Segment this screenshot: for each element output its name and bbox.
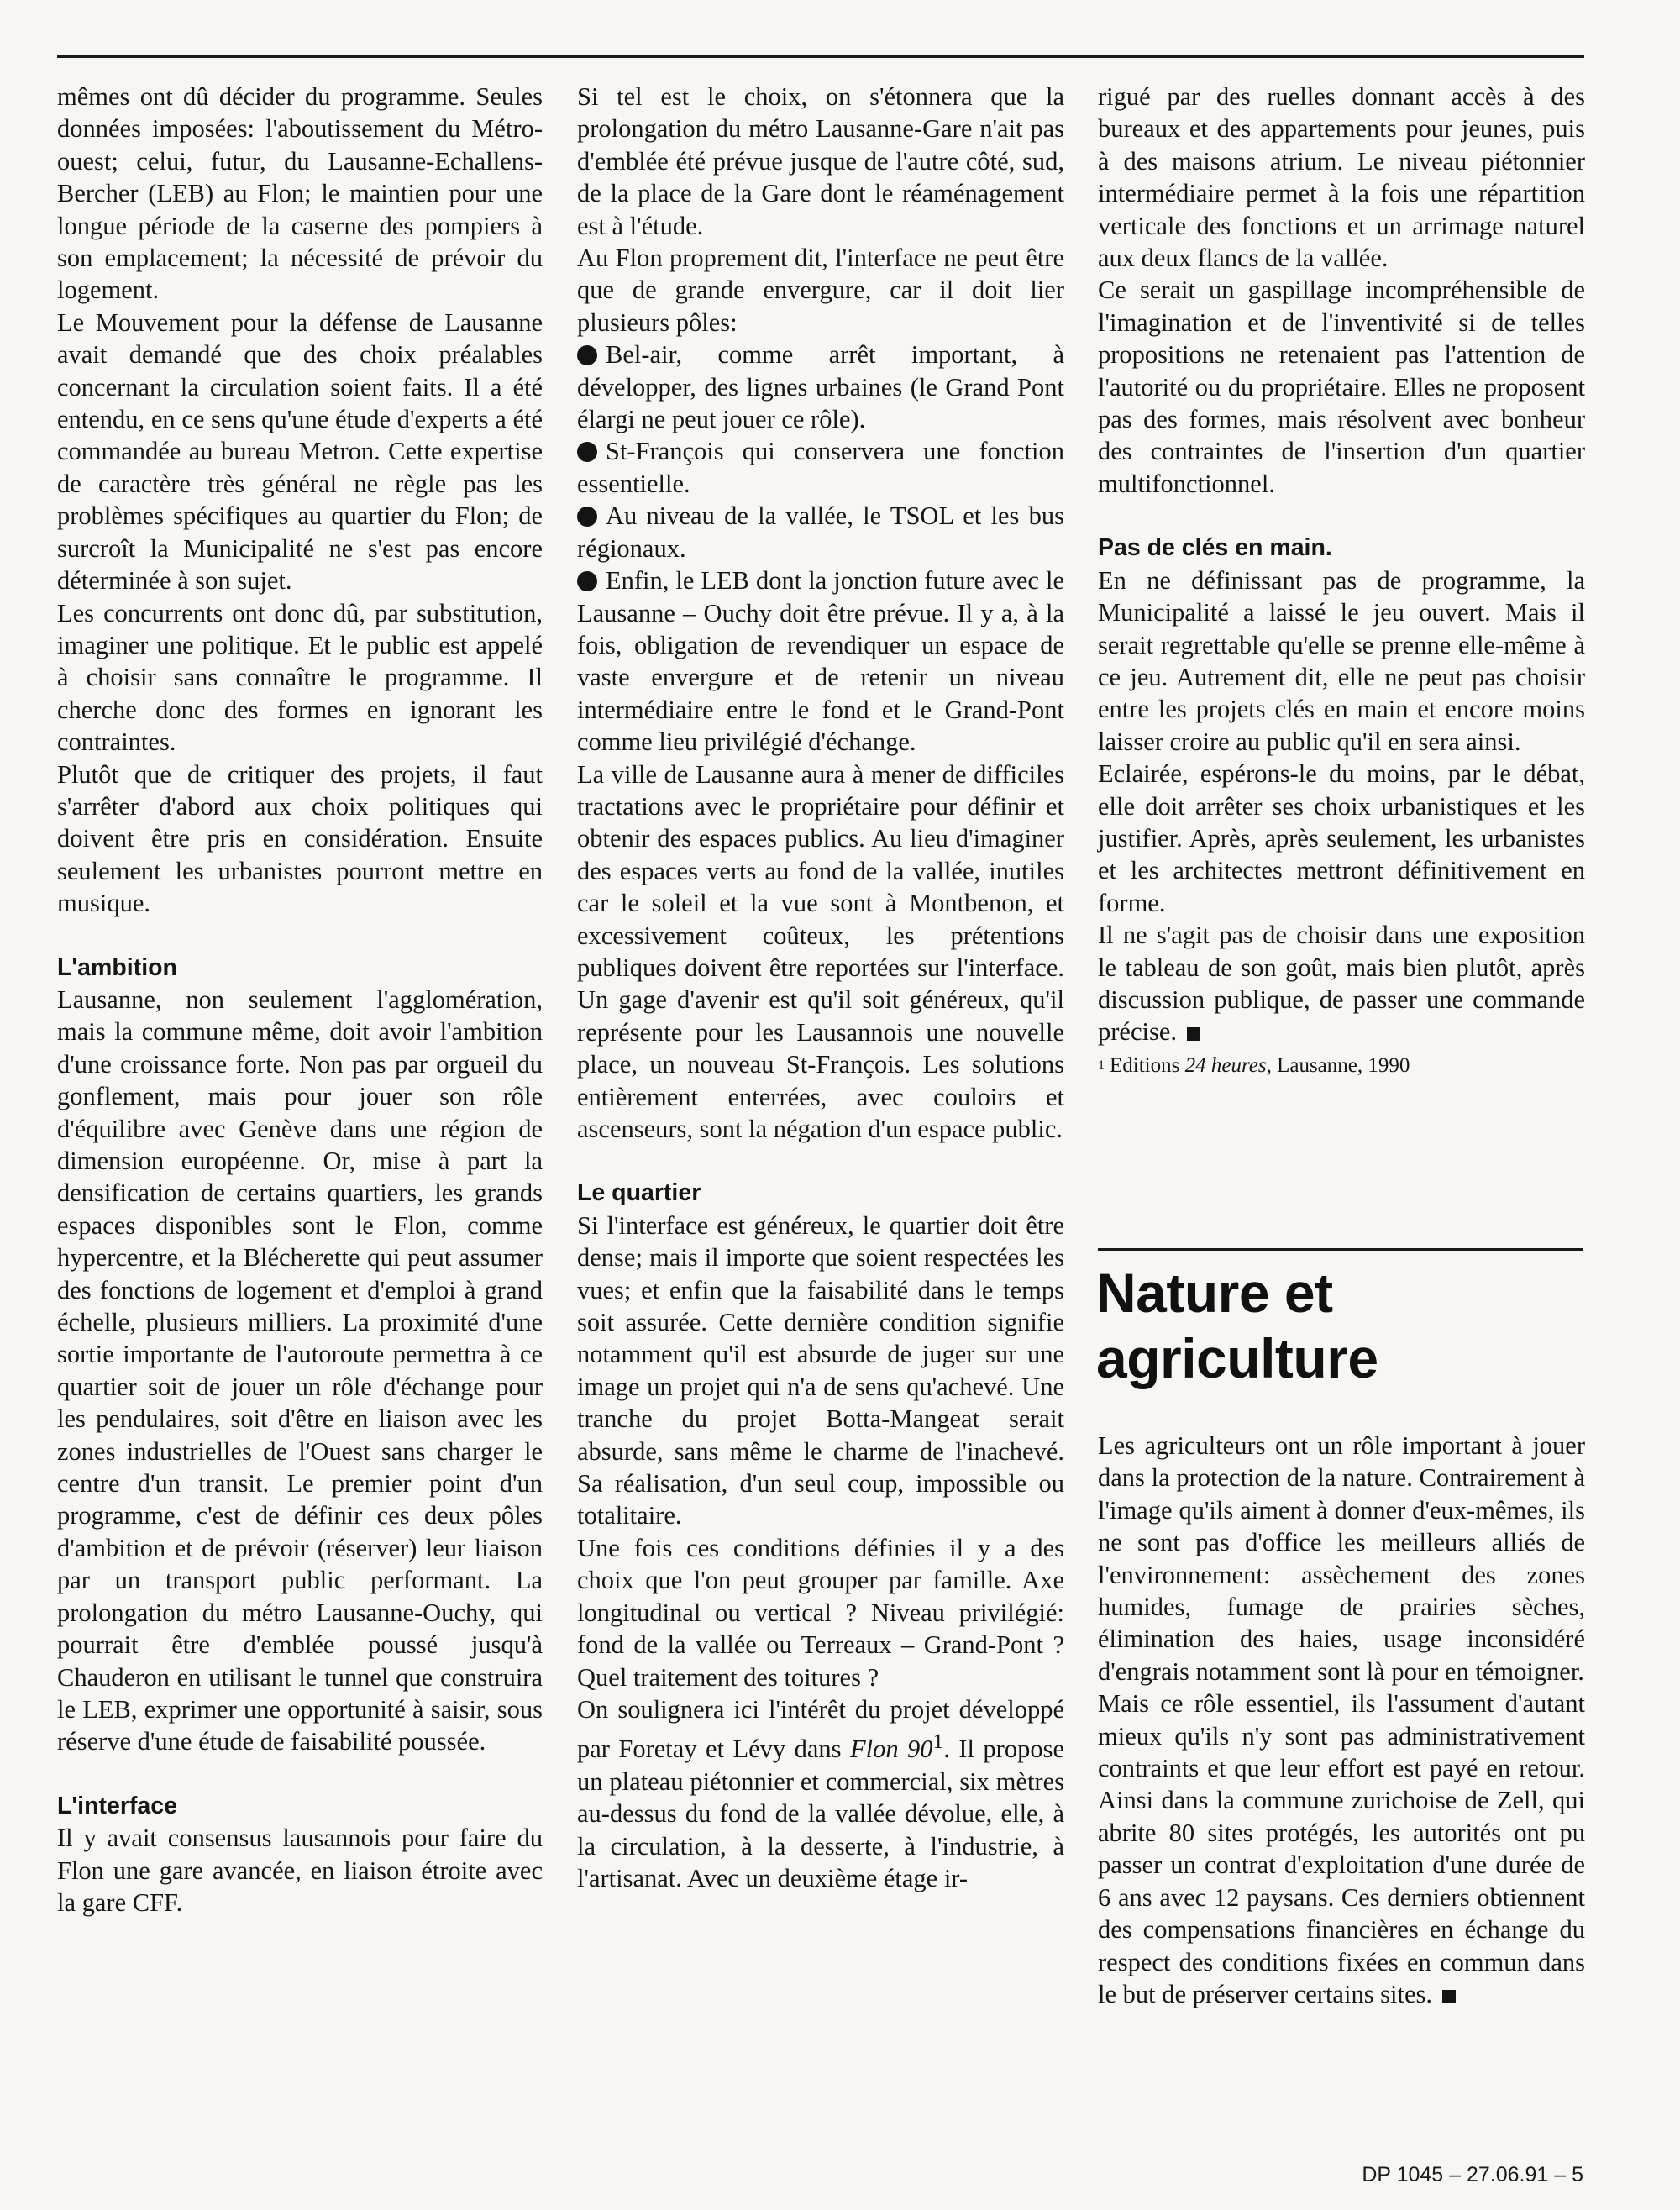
bullet-text: Bel-air, comme arrêt important, à développer, des lignes urbaines (le Grand Pont élargi ne peut jouer ce rôle). — [577, 340, 1064, 434]
bullet-text: Au niveau de la vallée, le TSOL et les bus régionaux. — [577, 501, 1064, 563]
paragraph — [1098, 1688, 1585, 2010]
bullet-icon — [577, 442, 597, 462]
subheading-ambition: L'ambition — [57, 953, 177, 981]
publisher-name: 24 heures — [1184, 1053, 1267, 1077]
article-title — [1096, 1260, 1588, 1391]
title-line: Nature et — [1096, 1262, 1333, 1324]
paragraph: Au Flon proprement dit, l'interface ne peut être que de grande envergure, car il doit lier plusieurs pôles: — [577, 244, 1064, 337]
text-run: Il ne s'agit pas de choisir dans une exposition le tableau de son goût, mais bien plutôt, après discussion publique, de passer une commande précise. — [1098, 921, 1585, 1047]
bullet-item — [577, 500, 1064, 564]
column-2 — [577, 81, 1064, 1895]
paragraph: Si l'interface est généreux, le quartier doit être dense; mais il importe que soient respectées les vues; et enfin que la faisabilité dans le temps soit assurée. Cette dernière condition signifie notamment qu'il est absurde de juger sur une image un projet qui n'a de sens qu'achevé. Une tranche du projet Botta-Mangeat serait absurde, sans même le charme de l'inachevé. Sa réalisation, d'un seul coup, impossible ou totalitaire. — [577, 1210, 1064, 1530]
page-footer: DP 1045 – 27.06.91 – 5 — [1362, 2163, 1583, 2186]
paragraph: mêmes ont dû décider du programme. Seules données imposées: l'aboutissement du Métro-ouest; celui, futur, du Lausanne-Echallens-Bercher (LEB) au Flon; le maintien pour une longue période de la caserne des pompiers à son emplacement; la nécessité de prévoir du logement. — [57, 82, 543, 305]
footnote — [1098, 1052, 1585, 1080]
footnote-number: 1 — [1098, 1058, 1105, 1073]
nature-article-body — [1098, 1430, 1585, 2010]
paragraph: En ne définissant pas de programme, la Municipalité a laissé le jeu ouvert. Mais il serait regrettable qu'elle se prenne elle-même à ce jeu. Autrement dit, elle ne peut pas choisir entre les projets clés en main et encore moins laisser croire au public qu'il en sera ainsi. — [1098, 565, 1585, 756]
end-mark-icon — [1187, 1027, 1200, 1041]
publication-title: Flon 90 — [849, 1735, 933, 1764]
paragraph: Une fois ces conditions définies il y a des choix que l'on peut grouper par famille. Axe longitudinal ou vertical ? Niveau privilégié: fond de la vallée ou Terreaux – Grand-Pont ? Quel traitement des toitures ? — [577, 1533, 1064, 1692]
text-run: . Il propose un plateau piétonnier et commercial, six mètres au-dessus du fond de la vallée dévolue, elle, à la circulation, à la desserte, à l'industrie, à l'artisanat. Avec un deuxième étage ir- — [577, 1735, 1064, 1893]
section-rule — [1098, 1248, 1583, 1251]
top-rule — [57, 55, 1584, 58]
paragraph: La ville de Lausanne aura à mener de difficiles tractations avec le propriétaire pour définir et obtenir des espaces publics. Au lieu d'imaginer des espaces verts au fond de la vallée, inutiles car le soleil et la vue sont à Montbenon, et excessivement coûteux, les prétentions publiques doivent être reportées sur l'interface. Un gage d'avenir est qu'il soit généreux, qu'il représente pour les Lausannois une nouvelle place, un nouveau St-François. Les solutions entièrement enterrées, avec couloirs et ascenseurs, sont la négation d'un espace public. — [577, 759, 1064, 1143]
column-3 — [1098, 81, 1585, 1080]
paragraph: Il y avait consensus lausannois pour faire du Flon une gare avancée, en liaison étroite avec la gare CFF. — [57, 1824, 543, 1917]
bullet-icon — [577, 571, 597, 591]
column-1 — [57, 81, 543, 1919]
subheading-cles-en-main: Pas de clés en main. — [1098, 534, 1332, 562]
bullet-icon — [577, 507, 597, 527]
bullet-item — [577, 435, 1064, 500]
paragraph: Ce serait un gaspillage incompréhensible de l'imagination et de l'inventivité si de telles propositions ne retenaient pas l'attention de l'autorité ou du propriétaire. Elles ne proposent pas des formes, mais résolvent avec bonheur des contraintes de l'insertion d'un quartier multifonctionnel. — [1098, 276, 1585, 498]
paragraph: Plutôt que de critiquer des projets, il faut s'arrêter d'abord aux choix politiques qui doivent être pris en considération. Ensuite seulement les urbanistes pourront mettre en musique. — [57, 759, 543, 918]
footnote-ref: 1 — [932, 1730, 944, 1754]
subheading-interface: L'interface — [57, 1792, 177, 1819]
text-run: Mais ce rôle essentiel, ils l'assument d'autant mieux qu'ils n'y sont pas administrativement contraints et que leur effort est payé en retour. Ainsi dans la commune zurichoise de Zell, qui abrite 80 sites protégés, les autorités ont pu passer un contrat d'exploitation d'une durée de 6 ans avec 12 paysans. Ces derniers obtiennent des compensations financières en échange du respect des conditions fixées en commun dans le but de préserver certains sites. — [1098, 1689, 1585, 2008]
bullet-text: Enfin, le LEB dont la jonction future avec le Lausanne – Ouchy doit être prévue. Il y a, à la fois, obligation de revendiquer un espace de vaste envergure et de retenir un niveau intermédiaire entre le fond et le Grand-Pont comme lieu privilégié d'échange. — [577, 566, 1064, 757]
text-run: , Lausanne, 1990 — [1266, 1053, 1410, 1077]
text-run: On soulignera ici l'intérêt du projet développé par Foretay et Lévy dans — [577, 1694, 1064, 1764]
paragraph: Le Mouvement pour la défense de Lausanne avait demandé que des choix préalables concernant la circulation soient faits. Il a été entendu, en ce sens qu'une étude d'experts a été commandée au bureau Metron. Cette expertise de caractère très général ne règle pas les problèmes spécifiques au quartier du Flon; de surcroît la Municipalité ne s'est pas encore déterminée à son sujet. — [57, 307, 543, 596]
bullet-item — [577, 564, 1064, 758]
paragraph: rigué par des ruelles donnant accès à des bureaux et des appartements pour jeunes, puis à des maisons atrium. Le niveau piétonnier intermédiaire permet à la fois une répartition verticale des fonctions et un arrimage naturel aux deux flancs de la vallée. — [1098, 82, 1585, 273]
paragraph: Les concurrents ont donc dû, par substitution, imaginer une politique. Et le public est appelé à choisir sans connaître le programme. Il cherche donc des formes en ignorant les contraintes. — [57, 598, 543, 757]
paragraph: Eclairée, espérons-le du moins, par le débat, elle doit arrêter ses choix urbanistiques et les justifier. Après, après seulement, les urbanistes et les architectes mettront définitivement en forme. — [1098, 759, 1585, 917]
paragraph: Si tel est le choix, on s'étonnera que la prolongation du métro Lausanne-Gare n'ait pas d'emblée été prévue jusque de l'autre côté, sud, de la place de la Gare dont le réaménagement est à l'étude. — [577, 82, 1064, 240]
bullet-icon — [577, 345, 597, 365]
end-mark-icon — [1442, 1990, 1456, 2003]
text-run: Editions — [1110, 1053, 1185, 1077]
paragraph — [577, 1693, 1064, 1895]
bullet-text: St-François qui conservera une fonction essentielle. — [577, 437, 1064, 498]
paragraph — [1098, 919, 1585, 1048]
paragraph: Lausanne, non seulement l'agglomération, mais la commune même, doit avoir l'ambition d'une croissance forte. Non pas par orgueil du gonflement, mais pour jouer son rôle d'équilibre avec Genève dans une région de dimension européenne. Or, mise à part la densification de certains quartiers, les grands espaces disponibles sont le Flon, comme hypercentre, et la Blécherette qui peut assumer des fonctions de logement et d'emploi à grand échelle, plusieurs milliers. La proximité d'une sortie importante de l'autoroute permettra à ce quartier soit de jouer un rôle d'échange pour les pendulaires, soit d'être en liaison avec les zones industrielles de l'Ouest sans charger le centre d'un transit. Le premier point d'un programme, c'est de définir ces deux pôles d'ambition et de prévoir (réserver) leur liaison par un transport public performant. La prolongation du métro Lausanne-Ouchy, qui pourrait être d'emblée poussé jusqu'à Chauderon en utilisant le tunnel que construira le LEB, exprimer une opportunité à saisir, sous réserve d'une étude de faisabilité poussée. — [57, 984, 543, 1756]
title-line: agriculture — [1096, 1327, 1378, 1389]
bullet-item — [577, 339, 1064, 435]
paragraph: Les agriculteurs ont un rôle important à jouer dans la protection de la nature. Contrairement à l'image qu'ils aiment à donner d'eux-mêmes, ils ne sont pas d'office les meilleurs alliés de l'environnement: assèchement des zones humides, fumage de prairies sèches, élimination des haies, usage inconsidéré d'engrais notamment sont là pour en témoigner. — [1098, 1431, 1585, 1686]
subheading-quartier: Le quartier — [577, 1179, 701, 1207]
